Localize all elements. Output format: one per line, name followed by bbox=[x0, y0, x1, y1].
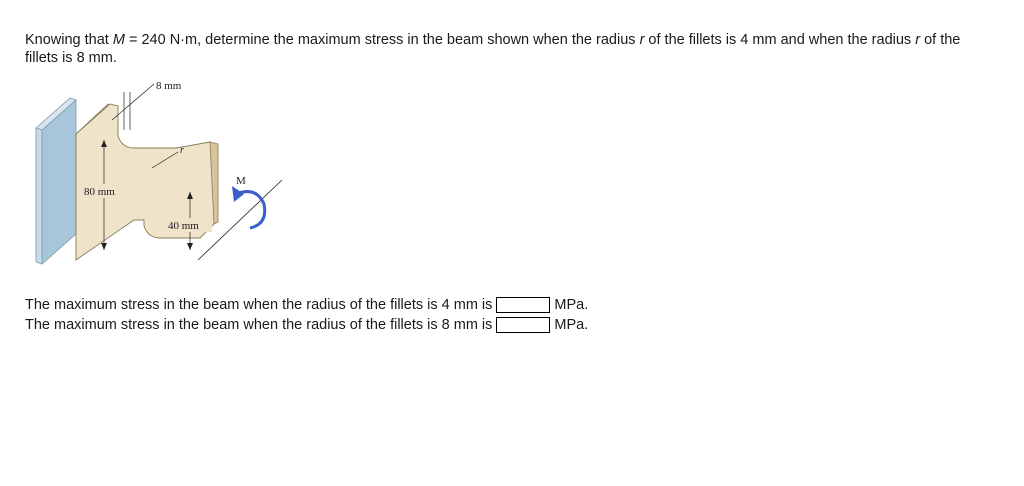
answer-label-8mm: The maximum stress in the beam when the radius of the fillets is 8 mm is bbox=[25, 317, 493, 333]
variable-m: M bbox=[112, 32, 125, 48]
variable-r: r bbox=[915, 32, 921, 48]
problem-text-2: = 240 N·m, determine the maximum stress in the beam shown when the radius bbox=[124, 32, 640, 48]
problem-text-4: of the fillets is 8 mm. bbox=[25, 32, 961, 66]
problem-statement bbox=[25, 31, 985, 67]
answer-input-8mm[interactable] bbox=[496, 317, 550, 333]
moment-label: M bbox=[236, 175, 246, 187]
beam-figure bbox=[30, 74, 300, 274]
height-large-label: 80 mm bbox=[84, 186, 115, 198]
moment-arrowhead bbox=[232, 186, 244, 202]
answer-unit-4mm: MPa. bbox=[554, 297, 589, 313]
beam-face bbox=[76, 104, 214, 260]
answer-row-8mm bbox=[25, 315, 588, 335]
arrow-down bbox=[187, 243, 193, 250]
height-small-label: 40 mm bbox=[168, 220, 199, 232]
answer-input-4mm[interactable] bbox=[496, 297, 550, 313]
variable-r: r bbox=[639, 32, 645, 48]
thickness-leader bbox=[112, 84, 154, 120]
problem-text-1: Knowing that bbox=[25, 32, 113, 48]
wall-front bbox=[36, 128, 42, 264]
answer-section bbox=[25, 295, 588, 335]
answer-label-4mm: The maximum stress in the beam when the radius of the fillets is 4 mm is bbox=[25, 297, 493, 313]
arrow-down bbox=[101, 243, 107, 250]
thickness-label: 8 mm bbox=[156, 80, 182, 92]
beam-diagram bbox=[30, 74, 300, 274]
answer-unit-8mm: MPa. bbox=[554, 317, 589, 333]
fillet-r-label: r bbox=[180, 145, 184, 156]
answer-row-4mm bbox=[25, 295, 588, 315]
problem-text-3: of the fillets is 4 mm and when the radius bbox=[644, 32, 916, 48]
